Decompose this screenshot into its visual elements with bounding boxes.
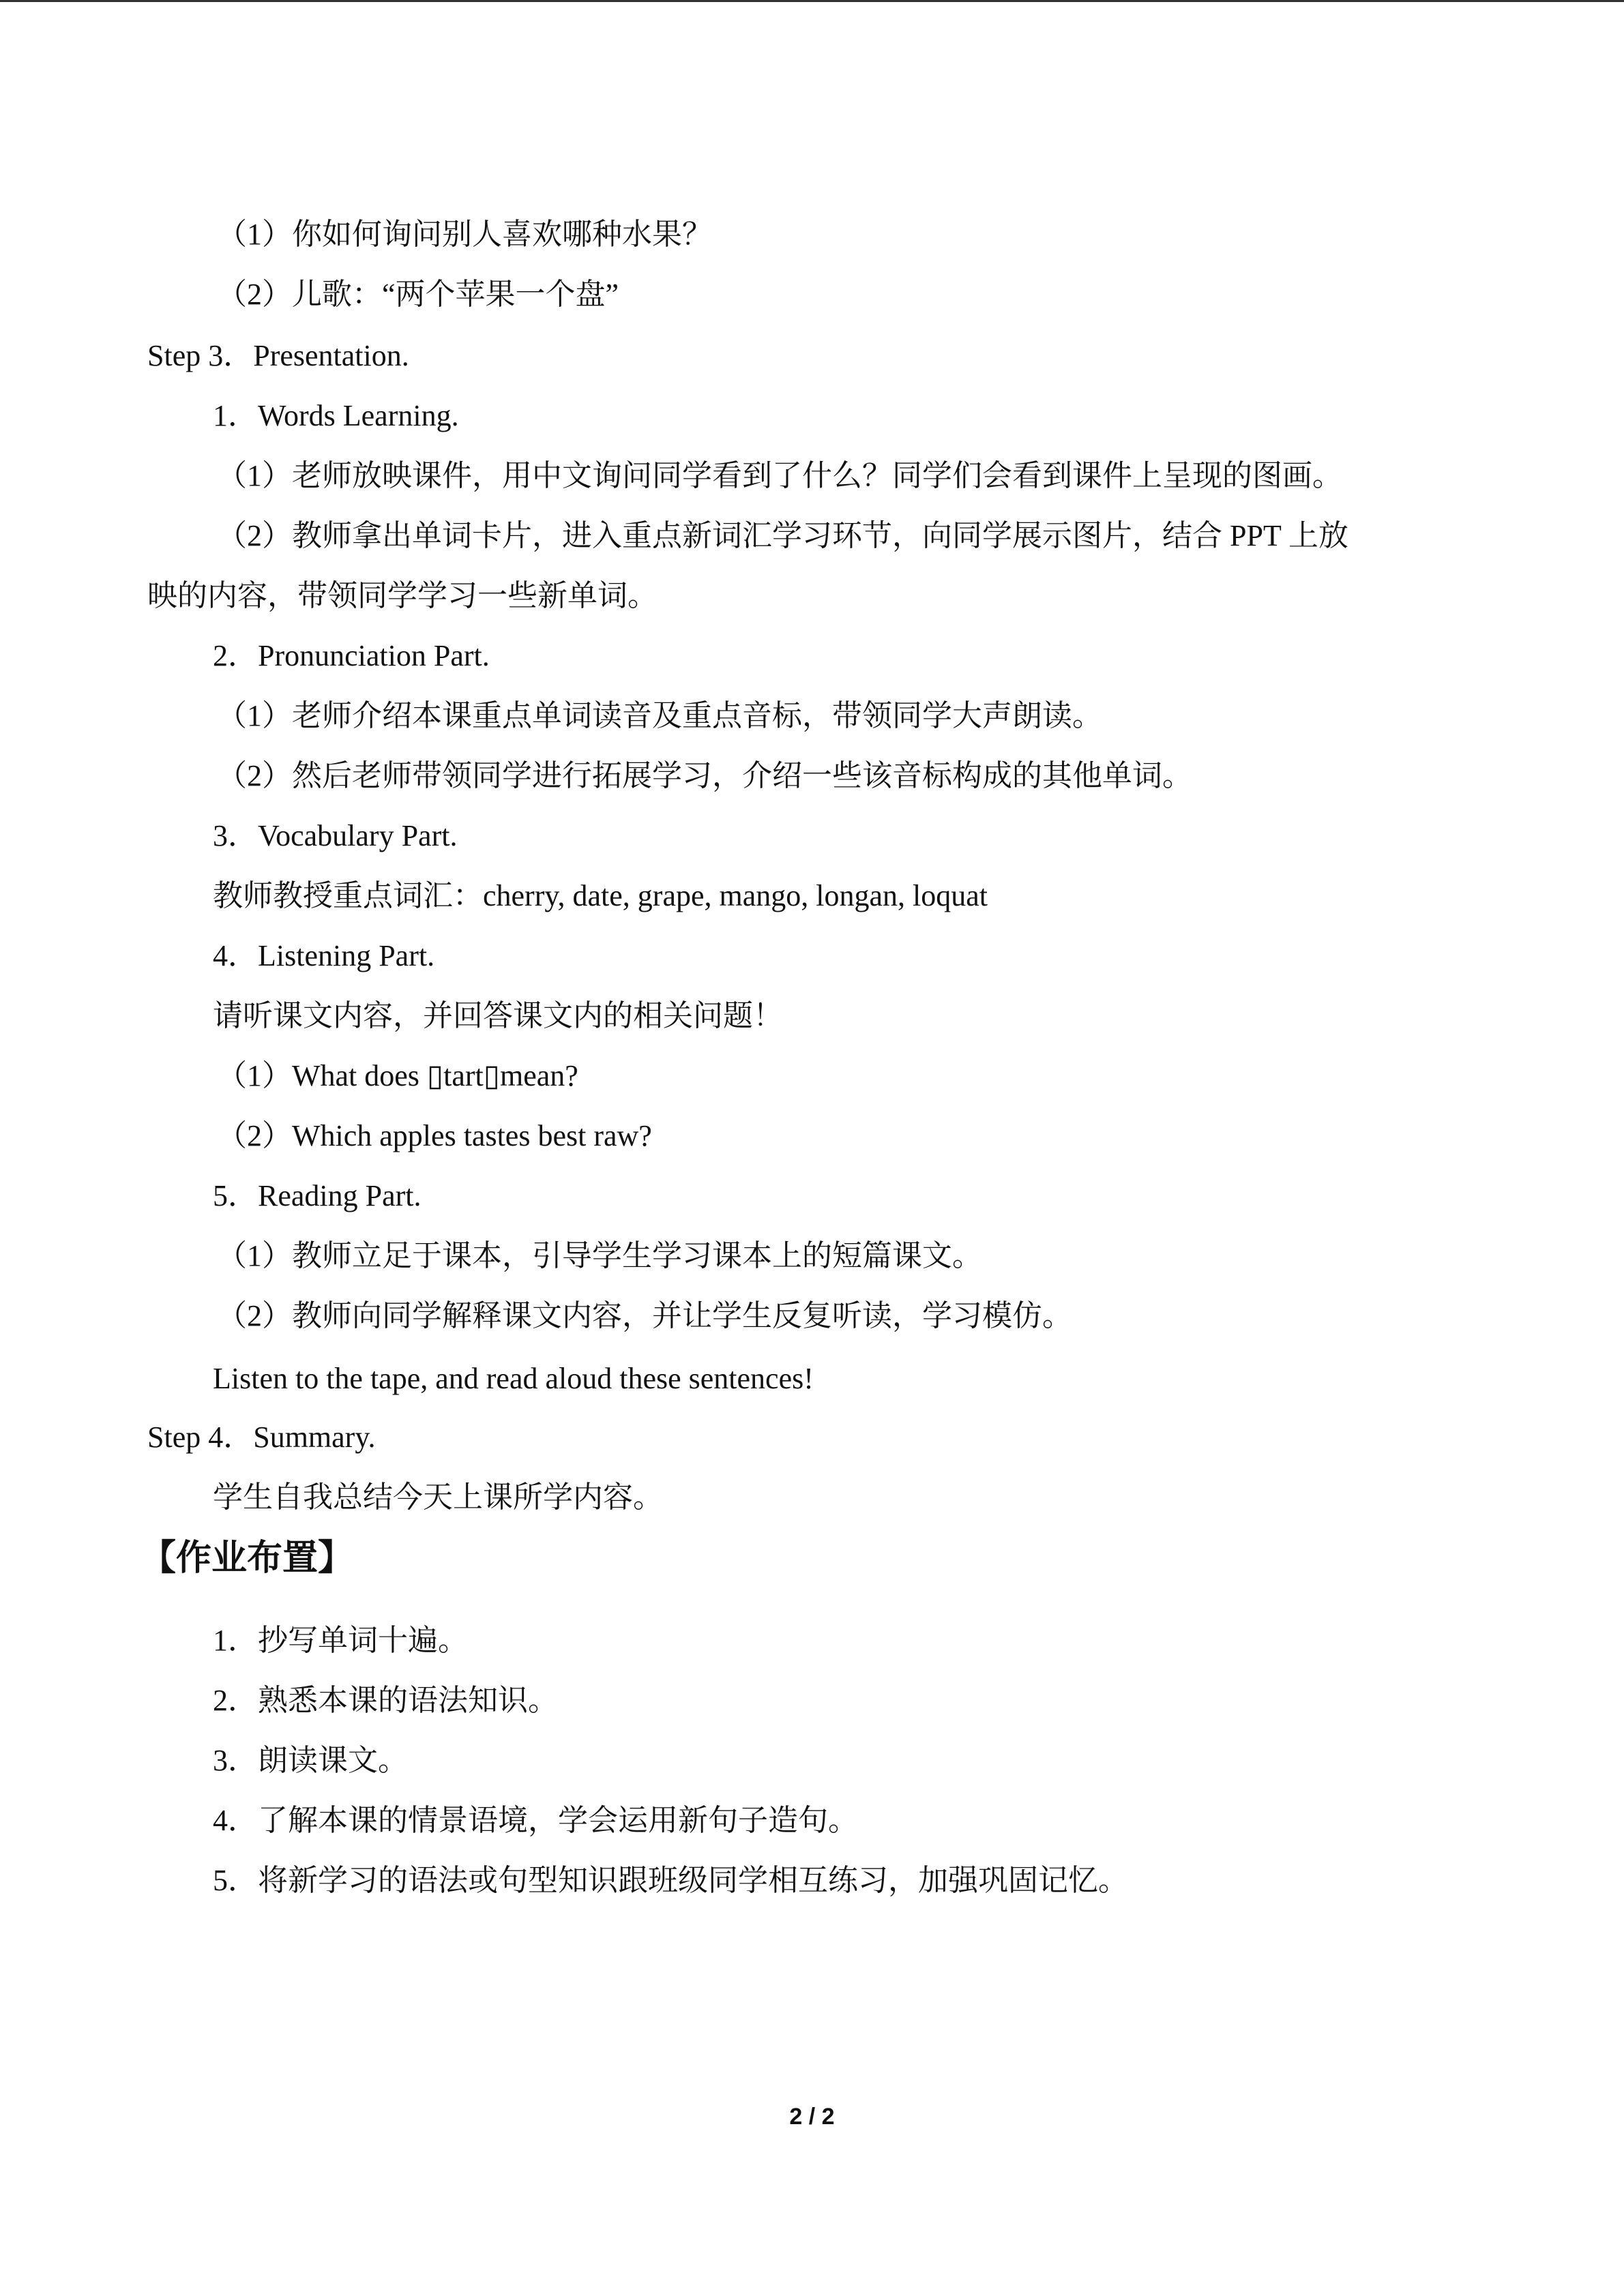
homework-item: 5．将新学习的语法或句型知识跟班级同学相互练习，加强巩固记忆。 — [213, 1864, 1128, 1897]
homework-item: 4．了解本课的情景语境，学会运用新句子造句。 — [213, 1804, 858, 1837]
body-line: （2）儿歌：“两个苹果一个盘” — [217, 278, 619, 311]
homework-item: 1．抄写单词十遍。 — [213, 1624, 468, 1657]
top-border — [0, 0, 1624, 2]
body-line: 教师教授重点词汇：cherry, date, grape, mango, longan, loquat — [213, 879, 988, 912]
homework-item: 3．朗读课文。 — [213, 1744, 408, 1777]
body-line: （2）Which apples tastes best raw? — [217, 1119, 652, 1152]
body-line: （1）你如何询问别人喜欢哪种水果？ — [217, 218, 712, 251]
page-number: 2 / 2 — [789, 2104, 835, 2130]
body-line: 请听课文内容，并回答课文内的相关问题！ — [213, 999, 783, 1032]
section-heading: 2．Pronunciation Part. — [213, 639, 490, 672]
body-line: （1）What does ▯tart▯mean? — [217, 1059, 578, 1092]
body-line: 映的内容，带领同学学习一些新单词。 — [147, 579, 658, 612]
body-line: （1）老师放映课件，用中文询问同学看到了什么？同学们会看到课件上呈现的图画。 — [217, 459, 1342, 492]
step-heading: Step 3．Presentation. — [147, 339, 409, 372]
section-heading: 5．Reading Part. — [213, 1179, 422, 1212]
body-line: Listen to the tape, and read aloud these sentences! — [213, 1362, 814, 1395]
section-heading: 1．Words Learning. — [213, 399, 459, 432]
section-heading: 3．Vocabulary Part. — [213, 819, 458, 852]
body-line: （2）然后老师带领同学进行拓展学习，介绍一些该音标构成的其他单词。 — [217, 759, 1192, 792]
body-line: （2）教师拿出单词卡片，进入重点新词汇学习环节，向同学展示图片，结合 PPT 上放 — [217, 519, 1349, 552]
homework-item: 2．熟悉本课的语法知识。 — [213, 1684, 558, 1717]
body-line: （1）老师介绍本课重点单词读音及重点音标，带领同学大声朗读。 — [217, 699, 1102, 732]
body-line: （2）教师向同学解释课文内容，并让学生反复听读，学习模仿。 — [217, 1299, 1072, 1332]
section-heading: 4．Listening Part. — [213, 939, 435, 972]
homework-heading: 【作业布置】 — [141, 1538, 354, 1579]
body-line: 学生自我总结今天上课所学内容。 — [213, 1480, 663, 1514]
body-line: （1）教师立足于课本，引导学生学习课本上的短篇课文。 — [217, 1239, 982, 1272]
step-heading: Step 4．Summary. — [147, 1420, 376, 1454]
